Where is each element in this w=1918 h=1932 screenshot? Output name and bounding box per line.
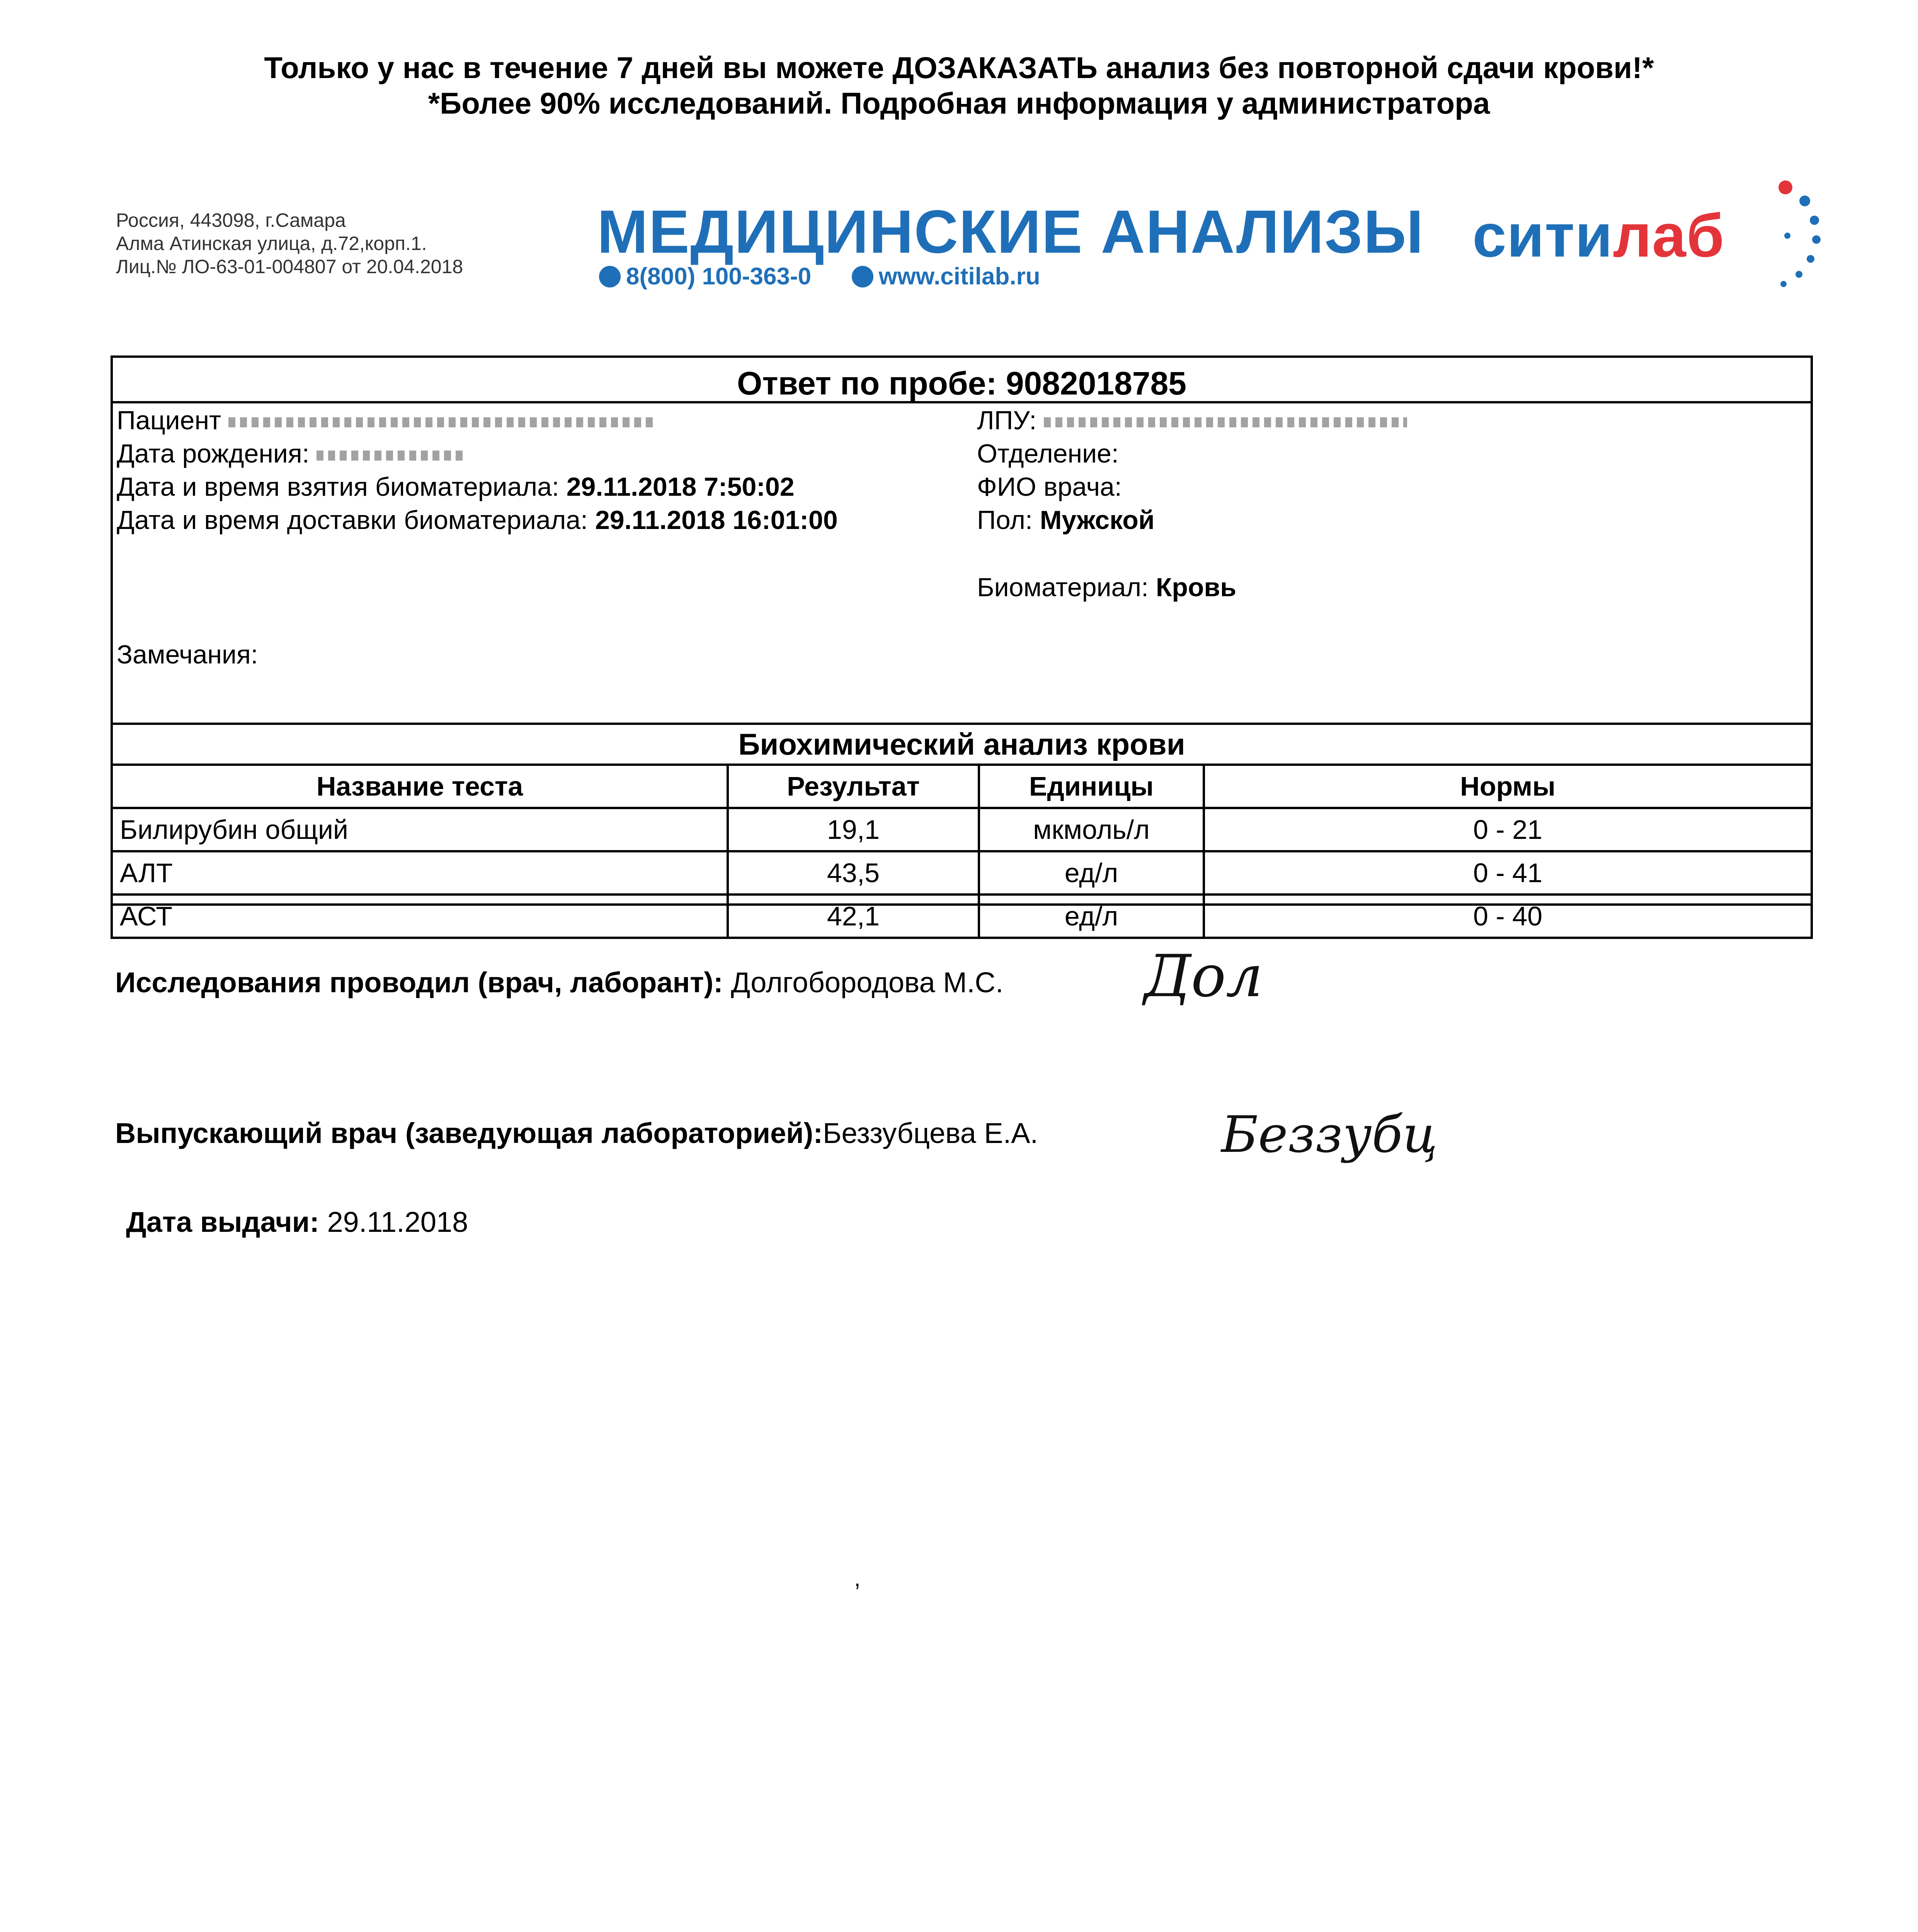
address-line: Лиц.№ ЛО-63-01-004807 от 20.04.2018 <box>116 256 463 277</box>
phone-icon <box>599 266 621 287</box>
biomaterial-field <box>977 572 1236 603</box>
delivery-value: 29.11.2018 16:01:00 <box>595 505 838 535</box>
researcher-name: Долгобородова М.С. <box>731 966 1004 998</box>
birthdate-label: Дата рождения: <box>117 439 310 468</box>
brand-contacts <box>599 263 1040 290</box>
test-norm: 0 - 21 <box>1204 808 1812 851</box>
section-title: Биохимический анализ крови <box>112 724 1812 765</box>
address-line: Алма Атинская улица, д.72,корп.1. <box>116 233 427 254</box>
department-field <box>977 438 1119 469</box>
lab-address <box>116 209 463 278</box>
redacted-patient <box>228 417 654 427</box>
test-result: 42,1 <box>728 895 979 938</box>
column-header-norm: Нормы <box>1204 765 1812 808</box>
collection-value: 29.11.2018 7:50:02 <box>566 472 795 502</box>
collection-label: Дата и время взятия биоматериала: <box>117 472 559 502</box>
issue-date-value: 29.11.2018 <box>327 1206 468 1238</box>
column-header-unit: Единицы <box>979 765 1204 808</box>
biomaterial-label: Биоматериал: <box>977 573 1149 602</box>
remarks-label: Замечания: <box>117 640 258 669</box>
doctor-field <box>977 471 1122 502</box>
citilab-logo <box>1472 201 1724 271</box>
test-name: АСТ <box>112 895 728 938</box>
issue-date-line <box>126 1206 468 1238</box>
remarks-field <box>117 639 258 670</box>
phone-number: 8(800) 100-363-0 <box>626 263 812 290</box>
sample-title: Ответ по пробе: 9082018785 <box>737 365 1186 401</box>
test-unit: мкмоль/л <box>979 808 1204 851</box>
test-name: АЛТ <box>112 851 728 895</box>
lpu-label: ЛПУ: <box>977 406 1037 435</box>
biomaterial-value: Кровь <box>1156 573 1236 602</box>
test-result: 19,1 <box>728 808 979 851</box>
doctor-label: ФИО врача: <box>977 472 1122 502</box>
sex-value: Мужской <box>1040 505 1155 535</box>
logo-part-2: лаб <box>1613 202 1725 270</box>
sex-field <box>977 505 1155 536</box>
releasing-label: Выпускающий врач (заведующая лабораторией): <box>115 1117 823 1149</box>
column-header-test: Название теста <box>112 765 728 808</box>
birthdate-field <box>117 438 463 469</box>
test-norm: 0 - 40 <box>1204 895 1812 938</box>
promo-banner-line-1: Только у нас в течение 7 дней вы можете ДОЗАКАЗАТЬ анализ без повторной сдачи крови!* <box>264 51 1654 85</box>
releasing-name: Беззубцева Е.А. <box>822 1117 1038 1149</box>
releasing-signature: Беззубц <box>1221 1105 1438 1164</box>
table-row <box>112 895 1812 938</box>
table-section-row <box>112 724 1812 765</box>
promo-banner-line-2: *Более 90% исследований. Подробная информация у администратора <box>428 86 1490 120</box>
table-header-row <box>112 765 1812 808</box>
redacted-birthdate <box>317 451 463 461</box>
column-header-result: Результат <box>728 765 979 808</box>
logo-dots-icon <box>1731 178 1832 294</box>
researcher-label: Исследования проводил (врач, лаборант): <box>115 966 723 998</box>
patient-label: Пациент <box>117 406 221 435</box>
issue-date-label: Дата выдачи: <box>126 1206 319 1238</box>
patient-field <box>117 405 654 436</box>
logo-part-1: сити <box>1472 202 1613 270</box>
table-row <box>112 851 1812 895</box>
test-unit: ед/л <box>979 851 1204 895</box>
results-table <box>111 723 1813 939</box>
globe-icon <box>852 266 873 287</box>
stray-mark: , <box>854 1565 861 1591</box>
table-row <box>112 808 1812 851</box>
brand-title: МЕДИЦИНСКИЕ АНАЛИЗЫ <box>597 198 1424 266</box>
delivery-label: Дата и время доставки биоматериала: <box>117 505 588 535</box>
divider <box>113 401 1811 403</box>
sex-label: Пол: <box>977 505 1033 535</box>
test-norm: 0 - 41 <box>1204 851 1812 895</box>
delivery-field <box>117 505 838 536</box>
lpu-field <box>977 405 1407 436</box>
redacted-lpu <box>1044 417 1407 427</box>
releasing-doctor-line <box>115 1117 1038 1150</box>
test-name: Билирубин общий <box>112 808 728 851</box>
address-line: Россия, 443098, г.Самара <box>116 209 346 231</box>
website: www.citilab.ru <box>878 263 1040 290</box>
researcher-line <box>115 966 1003 999</box>
department-label: Отделение: <box>977 439 1119 468</box>
test-unit: ед/л <box>979 895 1204 938</box>
test-result: 43,5 <box>728 851 979 895</box>
researcher-signature: Дол <box>1144 943 1263 1010</box>
collection-field <box>117 471 795 502</box>
